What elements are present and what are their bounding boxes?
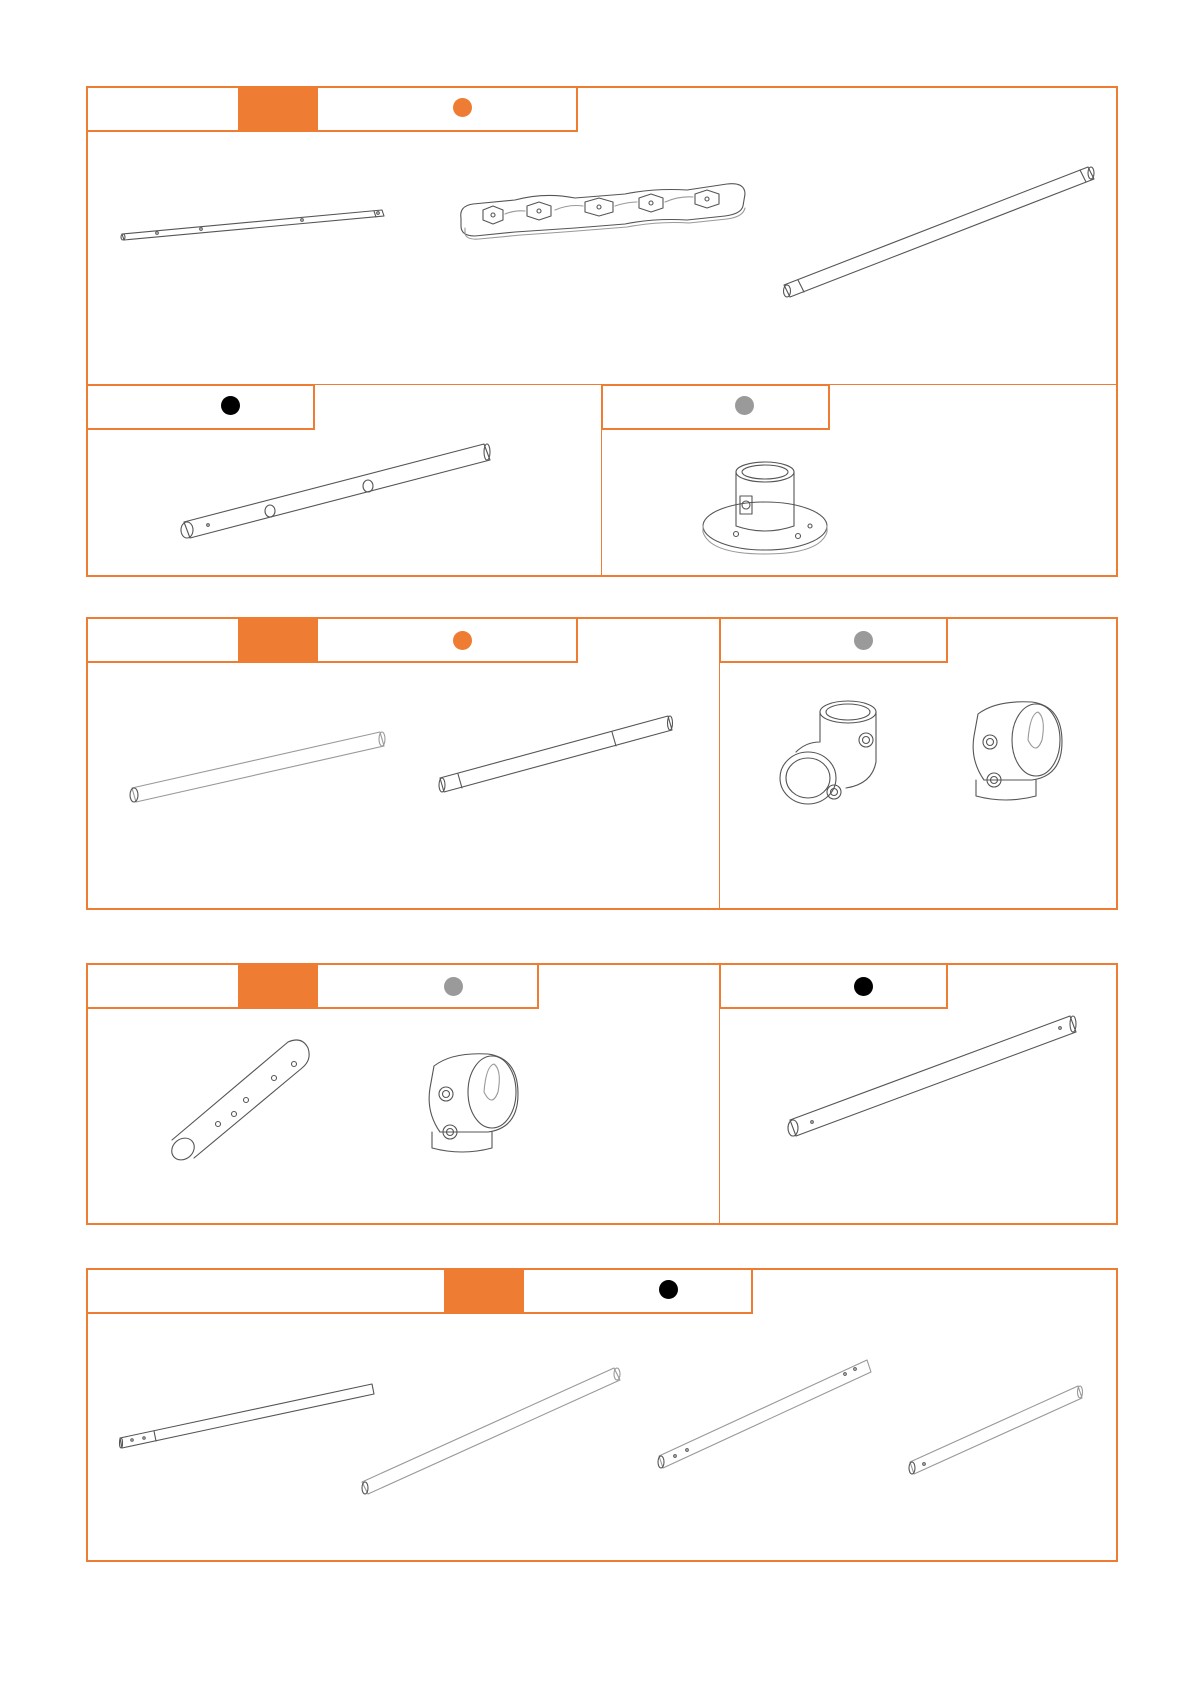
gray-marker-dot: [444, 977, 463, 996]
section-1-gray-label: [601, 384, 830, 430]
tube-with-two-holes-drawing: [178, 440, 493, 542]
section-1-header-label: [86, 86, 578, 132]
long-tube-with-end-holes-drawing: [784, 1012, 1080, 1140]
section-3-black-label: [719, 963, 948, 1009]
plain-tube-drawing: [128, 728, 388, 804]
orange-marker-dot: [453, 631, 472, 650]
long-plain-tube-drawing: [358, 1364, 624, 1498]
section-2-gray-label: [719, 617, 948, 663]
orange-marker-dot: [453, 98, 472, 117]
section-4-label-separator: [523, 1270, 524, 1312]
black-marker-dot: [221, 396, 240, 415]
tube-with-swaged-drilled-end-drawing: [118, 1382, 380, 1452]
section-4-header-label: [86, 1268, 753, 1314]
section-3-header-accent: [238, 965, 318, 1007]
black-marker-dot: [854, 977, 873, 996]
tube-with-sleeve-joint-drawing: [436, 712, 676, 798]
perforated-bracket-plate-drawing: [455, 180, 750, 242]
short-tube-multi-hole-drawing: [170, 1036, 320, 1160]
black-marker-dot: [659, 1280, 678, 1299]
gray-marker-dot: [735, 396, 754, 415]
long-tube-swaged-end-drawing: [780, 163, 1100, 298]
section-2-header-label: [86, 617, 578, 663]
tee-fitting-drawing: [966, 700, 1066, 804]
flange-base-fitting-drawing: [700, 456, 830, 556]
section-4-header-accent: [444, 1270, 524, 1312]
short-tube-with-holes-drawing: [120, 204, 390, 244]
section-1-black-label: [86, 384, 315, 430]
elbow-fitting-drawing: [776, 698, 888, 810]
short-tube-with-drilled-end-drawing: [906, 1382, 1086, 1478]
section-1-header-accent: [238, 88, 318, 130]
gray-marker-dot: [854, 631, 873, 650]
tube-with-drilled-ends-drawing: [655, 1356, 875, 1472]
tee-fitting-drawing: [422, 1052, 522, 1156]
section-2-header-accent: [238, 619, 318, 661]
